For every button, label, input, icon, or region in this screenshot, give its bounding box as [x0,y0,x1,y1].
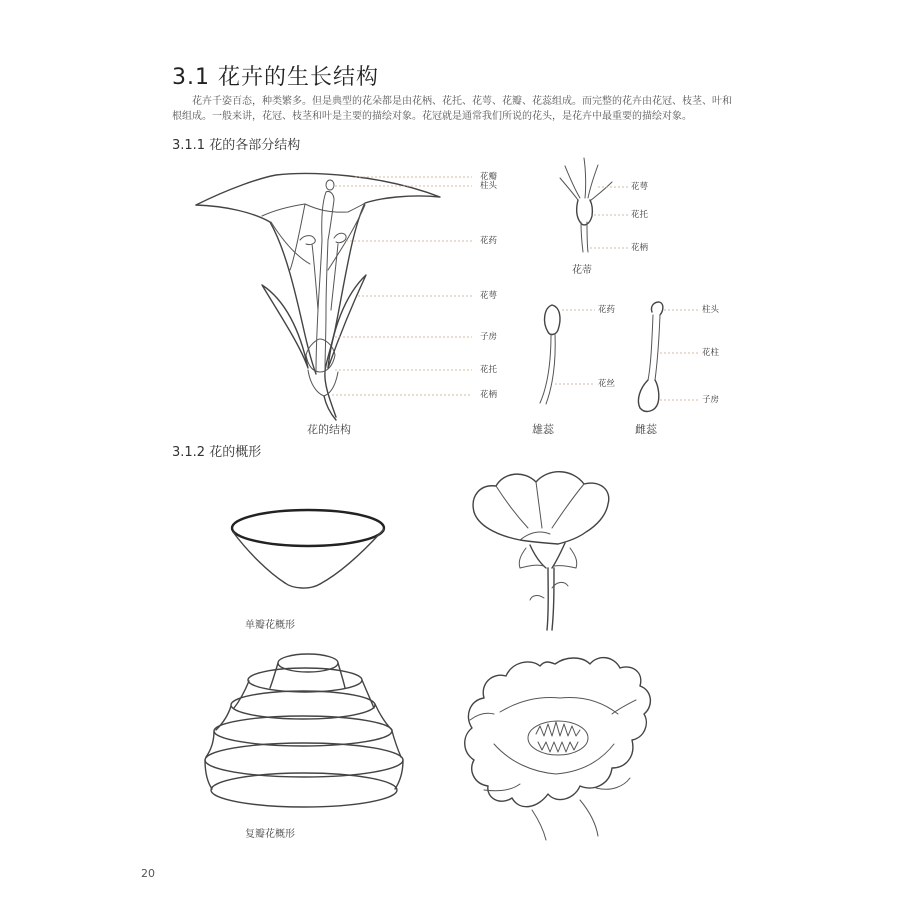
intro-paragraph: 花卉千姿百态，种类繁多。但是典型的花朵都是由花柄、花托、花萼、花瓣、花蕊组成。而完整的花卉由花冠、枝茎、叶和根组成。一般来讲，花冠、枝茎和叶是主要的描绘对象。花冠就是通常我们所说的花头，是花卉中最重要的描绘对象。 [172,96,732,122]
pistil-drawing [638,302,662,411]
label-pedicel: 花柄 [480,390,498,400]
page-number: 20 [141,867,155,880]
section-title: 3.1 花卉的生长结构 [172,65,379,90]
double-petal-shape-drawing [205,654,403,807]
flower-structure-drawing [196,174,440,420]
label-stamen-filament: 花丝 [598,379,616,389]
morning-glory-drawing [473,472,609,630]
caption-pistil: 雌蕊 [635,423,657,436]
label-ovary: 子房 [480,332,498,342]
label-sepal: 花萼 [480,291,498,301]
subsection-title-structure: 3.1.1 花的各部分结构 [172,138,301,153]
caption-flower-structure: 花的结构 [307,423,351,436]
peony-drawing [465,658,651,840]
label-calyx-receptacle: 花托 [631,210,649,220]
label-anther: 花药 [480,236,498,246]
calyx-drawing [560,158,612,252]
label-pistil-stigma: 柱头 [702,305,720,315]
pistil-leaders [660,310,698,400]
label-calyx-pedicel: 花柄 [631,243,649,253]
label-calyx-sepal: 花萼 [631,182,649,192]
caption-double-petal-shape: 复瓣花概形 [245,829,295,840]
single-petal-shape-drawing [232,510,384,588]
caption-stamen: 雄蕊 [532,423,554,436]
label-stigma: 柱头 [480,181,498,191]
caption-single-petal-shape: 单瓣花概形 [245,620,295,631]
caption-calyx: 花蒂 [572,265,592,276]
label-stamen-anther: 花药 [598,305,616,315]
label-receptacle: 花托 [480,365,498,375]
stamen-leaders [555,310,595,384]
label-pistil-style: 花柱 [702,348,720,358]
stamen-drawing [540,305,560,404]
subsection-title-shape: 3.1.2 花的概形 [172,445,262,460]
label-pistil-ovary: 子房 [702,395,720,405]
label-petal: 花瓣 [480,172,498,182]
